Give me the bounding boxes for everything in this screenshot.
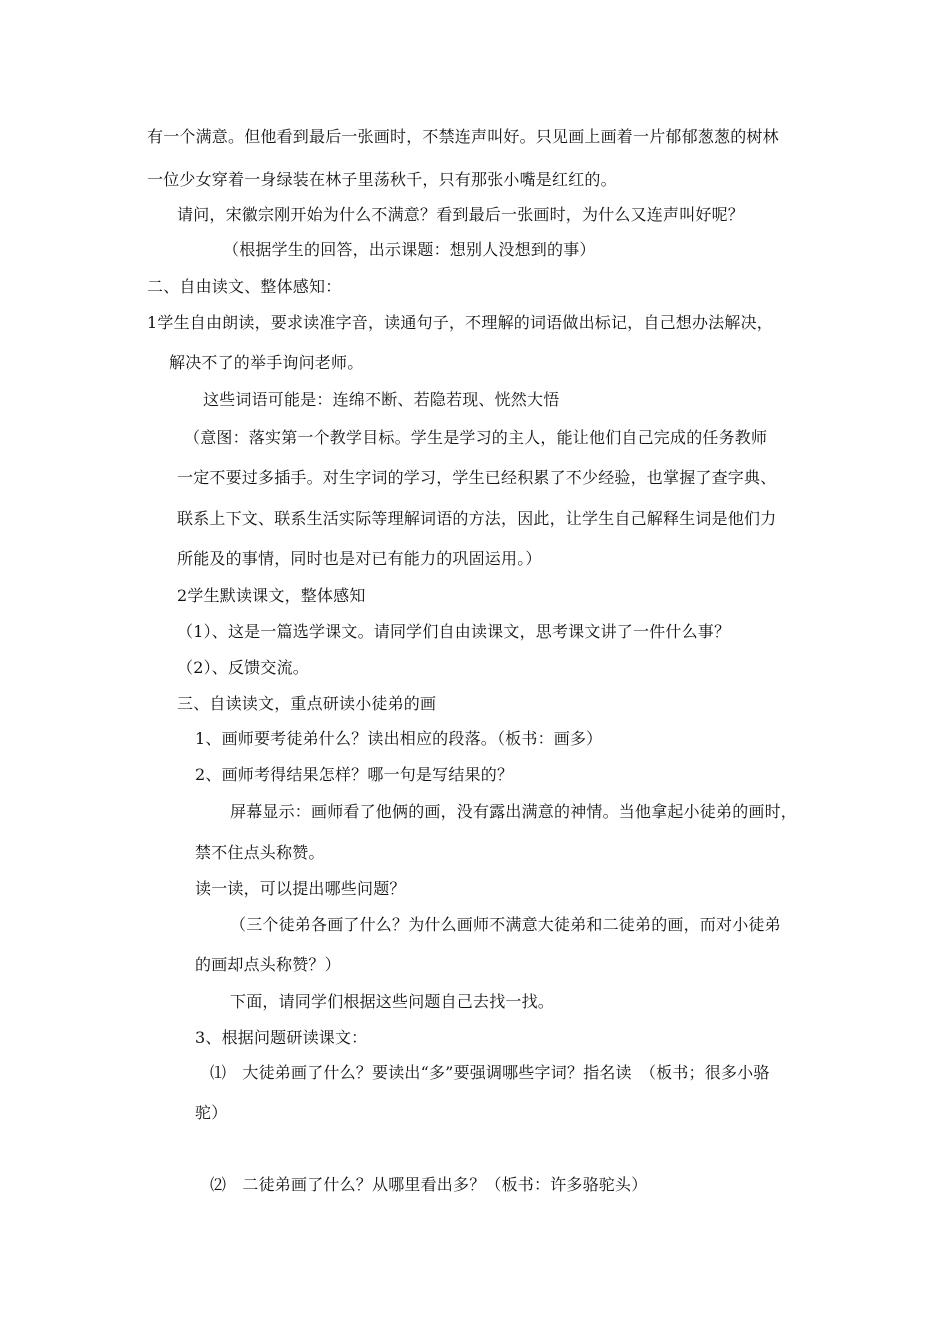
text-line-13: 2学生默读课文，整体感知 [177,586,366,605]
text-line-18: 2、画师考得结果怎样？哪一句是写结果的？ [195,765,514,784]
text-line-9: （意图：落实第一个教学目标。学生是学习的主人，能让他们自己完成的任务教师 [184,428,768,447]
text-line-15: （2）、反馈交流。 [177,658,309,677]
text-line-10: 一定不要过多插手。对生字词的学习，学生已经积累了不少经验，也掌握了查字典、 [177,468,777,487]
text-line-21: 读一读，可以提出哪些问题？ [195,879,406,898]
section-heading-3: 三、自读读文，重点研读小徒弟的画 [177,694,437,713]
text-line-27: 驼） [195,1103,228,1122]
text-line-6: 1学生自由朗读，要求读准字音，读通句子，不理解的词语做出标记，自己想办法解决， [147,313,773,332]
text-line-11: 联系上下文、联系生活实际等理解词语的方法，因此，让学生自己解释生词是他们力 [177,509,777,528]
text-line-1: 有一个满意。但他看到最后一张画时，不禁连声叫好。只见画上画着一片郁郁葱葱的树林 [147,127,779,146]
text-line-24: 下面，请同学们根据这些问题自己去找一找。 [230,992,555,1011]
text-line-20: 禁不住点头称赞。 [195,843,325,862]
text-line-17: 1、画师要考徒弟什么？读出相应的段落。（板书：画多） [195,729,603,748]
text-line-3: 请问，宋徽宗刚开始为什么不满意？看到最后一张画时，为什么又连声叫好呢？ [177,205,745,224]
text-line-7: 解决不了的举手询问老师。 [169,353,364,372]
text-line-4: （根据学生的回答，出示课题：想别人没想到的事） [223,240,596,259]
text-line-23: 的画却点头称赞？） [195,955,341,974]
text-line-8: 这些词语可能是：连绵不断、若隐若现、恍然大悟 [203,390,560,409]
text-line-26: ⑴ 大徒弟画了什么？要读出“多”要强调哪些字词？指名读 （板书；很多小骆 [210,1063,770,1082]
text-line-22: （三个徒弟各画了什么？为什么画师不满意大徒弟和二徒弟的画，而对小徒弟 [230,915,781,934]
text-line-25: 3、根据问题研读课文： [195,1028,368,1047]
text-line-14: （1）、这是一篇选学课文。请同学们自由读课文，思考课文讲了一件什么事？ [177,622,731,641]
section-heading-2: 二、自由读文、整体感知： [147,277,342,296]
text-line-12: 所能及的事情，同时也是对已有能力的巩固运用。） [177,549,542,568]
text-line-19: 屏幕显示：画师看了他俩的画，没有露出满意的神情。当他拿起小徒弟的画时， [230,802,798,821]
text-line-2: 一位少女穿着一身绿装在林子里荡秋千，只有那张小嘴是红红的。 [147,170,617,189]
text-line-28: ⑵ 二徒弟画了什么？从哪里看出多？（板书：许多骆驼头） [210,1175,648,1194]
